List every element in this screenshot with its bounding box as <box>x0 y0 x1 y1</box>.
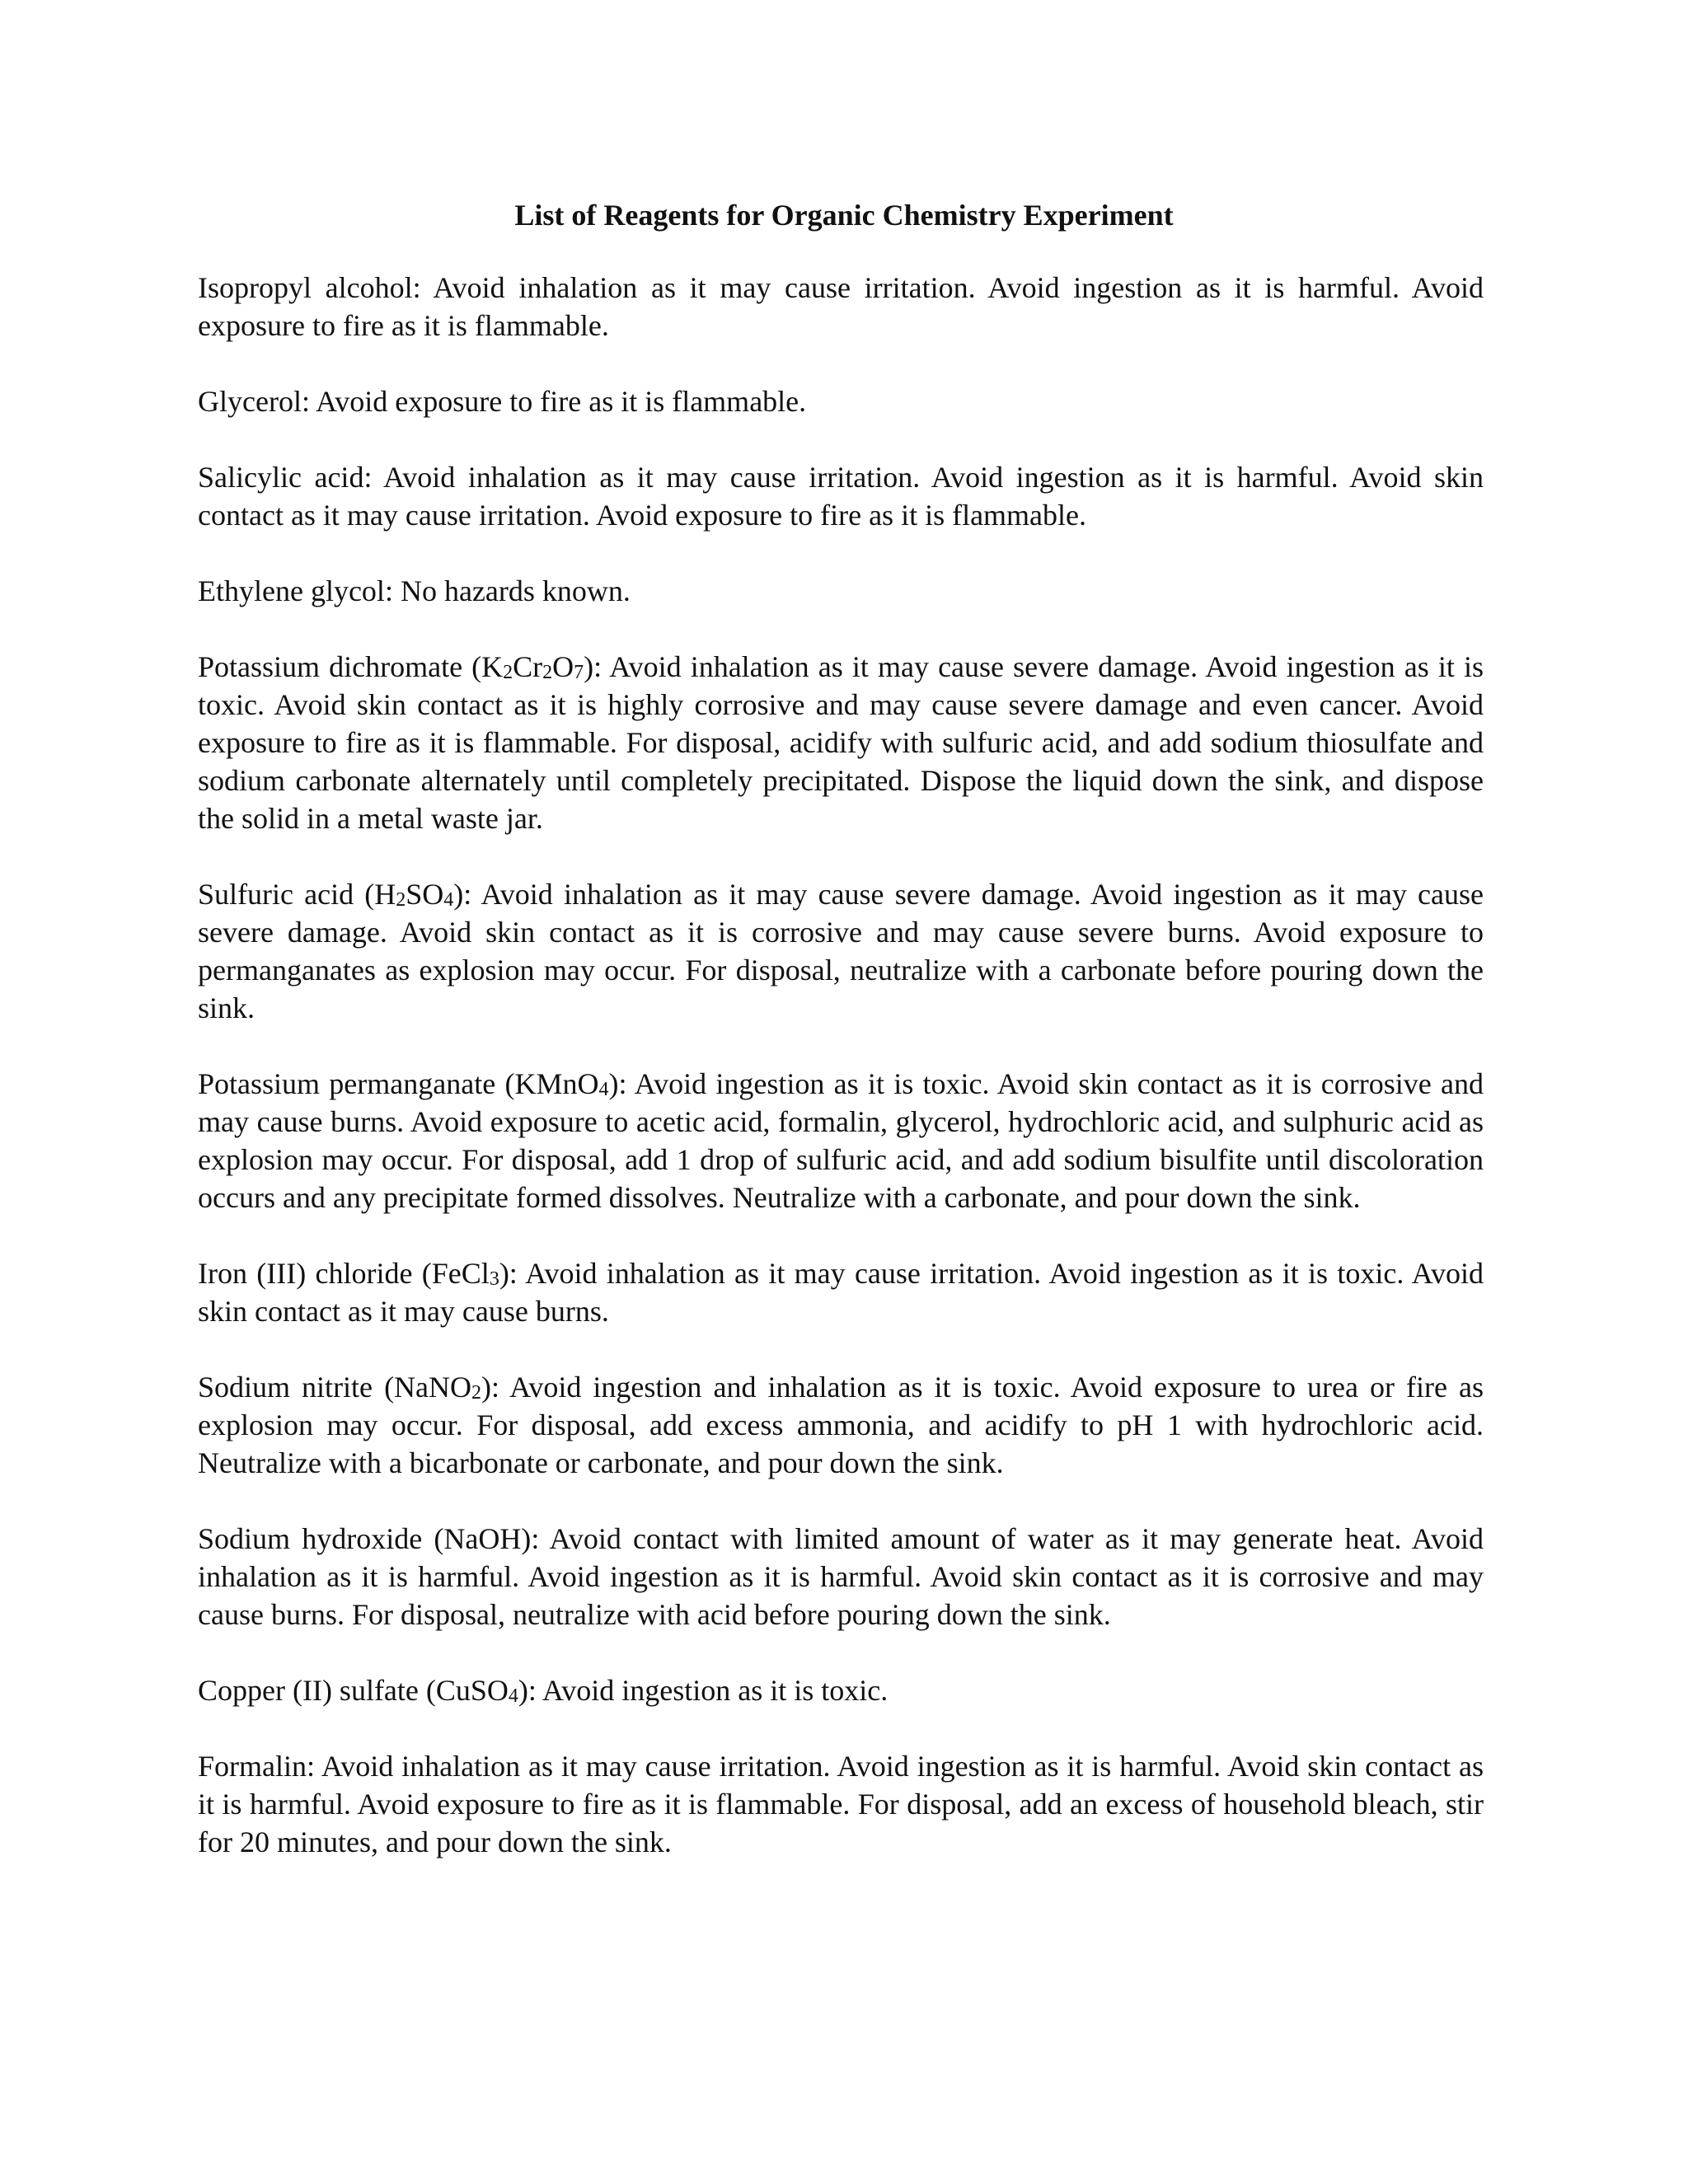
reagent-entry-salicylic-acid <box>198 458 1484 534</box>
reagent-name: Sodium nitrite (NaNO <box>198 1371 472 1404</box>
reagent-entry-sulfuric-acid <box>198 875 1484 1027</box>
formula-subscript: 2 <box>542 662 553 684</box>
reagent-name: Isopropyl alcohol <box>198 271 413 304</box>
reagent-hazards: : Avoid inhalation as it may cause irritation. Avoid ingestion as it is harmful. Avoid skin contact as it is harmful. Avoid exposure to fire as it is flammable. For disposal, add an excess of household bleach, stir for 20 minutes, and pour down the sink. <box>198 1750 1484 1858</box>
formula-subscript: 4 <box>443 889 454 912</box>
reagent-hazards: ): Avoid inhalation as it may cause severe damage. Avoid ingestion as it is toxic. Avoid skin contact as it is highly corrosive and may cause severe damage and even cancer. Avoid exposure to fire as it is flammable. For disposal, acidify with sulfuric acid, and add sodium thiosulfate and sodium carbonate alternately until completely precipitated. Dispose the liquid down the sink, and dispose the solid in a metal waste jar. <box>198 650 1484 835</box>
formula-subscript: 7 <box>574 662 584 684</box>
reagent-hazards: : Avoid inhalation as it may cause irritation. Avoid ingestion as it is harmful. Avoid exposure to fire as it is flammable. <box>198 271 1484 342</box>
reagent-hazards: ): Avoid inhalation as it may cause severe damage. Avoid ingestion as it may cause severe damage. Avoid skin contact as it is corrosive and may cause severe burns. Avoid exposure to permanganates as explosion may occur. For disposal, neutralize with a carbonate before pouring down the sink. <box>198 878 1484 1024</box>
reagent-name: Copper (II) sulfate (CuSO <box>198 1674 509 1707</box>
formula-part: SO <box>406 878 444 911</box>
reagent-hazards: ): Avoid ingestion and inhalation as it is toxic. Avoid exposure to urea or fire as explosion may occur. For disposal, add excess ammonia, and acidify to pH 1 with hydrochloric acid. Neutralize with a bicarbonate or carbonate, and pour down the sink. <box>198 1371 1484 1479</box>
reagent-hazards: : No hazards known. <box>384 574 631 607</box>
reagent-entry-glycerol <box>198 382 1484 420</box>
reagent-hazards: ): Avoid ingestion as it is toxic. <box>518 1674 889 1707</box>
reagent-name: Glycerol <box>198 385 302 418</box>
reagent-hazards: ): Avoid ingestion as it is toxic. Avoid skin contact as it is corrosive and may cause burns. Avoid exposure to acetic acid, formalin, glycerol, hydrochloric acid, and sulphuric acid as explosion may occur. For disposal, add 1 drop of sulfuric acid, and add sodium bisulfite until discoloration occurs and any precipitate formed dissolves. Neutralize with a carbonate, and pour down the sink. <box>198 1067 1484 1214</box>
reagent-entry-iron-iii-chloride <box>198 1254 1484 1330</box>
reagent-hazards: : Avoid exposure to fire as it is flammable. <box>301 385 807 418</box>
reagent-entry-sodium-hydroxide <box>198 1520 1484 1633</box>
reagent-name: Sulfuric acid (H <box>198 878 396 911</box>
reagent-hazards: : Avoid inhalation as it may cause irritation. Avoid ingestion as it is harmful. Avoid skin contact as it may cause irritation. Avoid exposure to fire as it is flammable. <box>198 461 1484 532</box>
formula-part: Cr <box>513 650 543 683</box>
reagent-list <box>198 269 1484 1899</box>
reagent-name: Formalin <box>198 1750 307 1783</box>
reagent-entry-copper-ii-sulfate <box>198 1671 1484 1709</box>
reagent-hazards: ): Avoid inhalation as it may cause irritation. Avoid ingestion as it is toxic. Avoid skin contact as it may cause burns. <box>198 1257 1484 1328</box>
reagent-entry-potassium-permanganate <box>198 1065 1484 1216</box>
formula-subscript: 4 <box>508 1685 518 1708</box>
formula-subscript: 2 <box>471 1382 482 1404</box>
formula-subscript: 2 <box>396 889 406 912</box>
reagent-name: Potassium dichromate (K <box>198 650 504 683</box>
reagent-entry-isopropyl-alcohol <box>198 269 1484 344</box>
reagent-name: Ethylene glycol <box>198 574 385 607</box>
reagent-name: Salicylic acid <box>198 461 364 494</box>
formula-subscript: 3 <box>489 1268 499 1291</box>
reagent-entry-sodium-nitrite <box>198 1368 1484 1482</box>
reagent-name: Iron (III) chloride (FeCl <box>198 1257 490 1290</box>
formula-subscript: 4 <box>598 1079 609 1101</box>
reagent-hazards: : Avoid contact with limited amount of water as it may generate heat. Avoid inhalation as it is harmful. Avoid ingestion as it is harmful. Avoid skin contact as it is corrosive and may cause burns. For disposal, neutralize with acid before pouring down the sink. <box>198 1522 1484 1631</box>
reagent-name: Sodium hydroxide (NaOH) <box>198 1522 532 1555</box>
document-title: List of Reagents for Organic Chemistry Experiment <box>514 199 1174 232</box>
formula-subscript: 2 <box>503 662 513 684</box>
reagent-name: Potassium permanganate (KMnO <box>198 1067 599 1100</box>
reagent-entry-potassium-dichromate <box>198 648 1484 837</box>
formula-part: O <box>552 650 574 683</box>
reagent-entry-formalin <box>198 1747 1484 1861</box>
reagent-entry-ethylene-glycol <box>198 572 1484 610</box>
